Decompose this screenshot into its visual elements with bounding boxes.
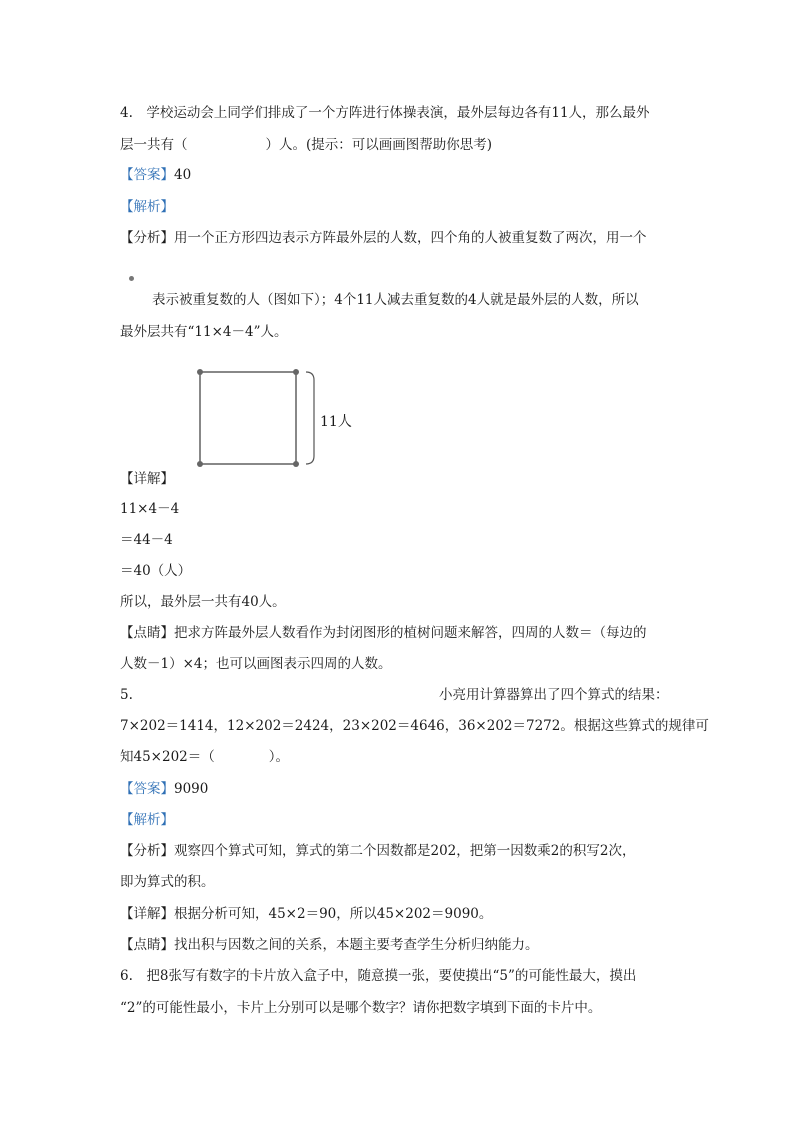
q4-question-line1: 4. 学校运动会上同学们排成了一个方阵进行体操表演，最外层每边各有11人，那么最外: [120, 105, 650, 121]
xiangjie-tag: 【详解】: [120, 906, 174, 922]
q4-answer: [120, 166, 191, 184]
q4-question-line2: [120, 136, 492, 154]
q4-fenxi-line1: [120, 229, 647, 247]
q5-dianjing: [120, 936, 539, 954]
q5-answer: [120, 780, 208, 798]
q4-dianjing-line1: [120, 624, 647, 642]
fenxi-tag: 【分析】: [120, 843, 174, 859]
dianjing-tag: 【点睛】: [120, 937, 174, 953]
answer-value: 40: [174, 167, 192, 183]
fenxi-text: 观察四个算式可知，算式的第二个因数都是202，把第一因数乘2的积写2次，: [174, 843, 636, 859]
q4-fenxi-line3: 最外层共有“11×4－4”人。: [120, 324, 288, 340]
q5-fenxi-line1: [120, 842, 635, 860]
q4-question-suffix: ）人。(提示：可以画画图帮助你思考): [265, 137, 493, 153]
dot-symbol-icon: [129, 276, 134, 281]
corner-dot: [293, 461, 299, 467]
corner-dot: [293, 369, 299, 375]
dianjing-text: 找出积与因数之间的关系，本题主要考查学生分析归纳能力。: [174, 937, 539, 953]
q5-xiangjie: [120, 905, 492, 923]
q5-question-line2: 7×202＝1414，12×202＝2424，23×202＝4646，36×202＝7272。根据这些算式的规律可: [120, 718, 709, 734]
answer-value: 9090: [174, 781, 209, 797]
q5-number: 5.: [120, 687, 133, 703]
fenxi-text: 用一个正方形四边表示方阵最外层的人数，四个角的人被重复数了两次，用一个: [174, 230, 647, 246]
q5-jiexi-tag: 【解析】: [120, 812, 174, 828]
square-diagram: [190, 362, 370, 474]
q4-fenxi-line2: 表示被重复数的人（图如下）；4个11人减去重复数的4人就是最外层的人数，所以: [152, 292, 639, 308]
xiangjie-text: 根据分析可知，45×2＝90，所以45×202＝9090。: [174, 906, 493, 922]
q5-question-line1: 小亮用计算器算出了四个算式的结果：: [439, 687, 669, 703]
figure-label: 11人: [320, 414, 352, 430]
dianjing-text: 把求方阵最外层人数看作为封闭图形的植树问题来解答，四周的人数＝（每边的: [174, 625, 647, 641]
answer-tag: 【答案】: [120, 781, 174, 797]
q4-jiexi-tag: 【解析】: [120, 199, 174, 215]
square-outline: [200, 372, 296, 464]
corner-dot: [197, 369, 203, 375]
q4-calc-1: 11×4－4: [120, 501, 180, 517]
q5-question-prefix: 知45×202＝（: [120, 749, 215, 765]
q4-calc-3: ＝40（人）: [120, 563, 192, 579]
fenxi-tag: 【分析】: [120, 230, 174, 246]
side-brace: [306, 372, 314, 464]
q4-xiangjie-tag: 【详解】: [120, 471, 174, 487]
q4-dianjing-line2: 人数－1）×4；也可以画图表示四周的人数。: [120, 656, 392, 672]
q6-question-line2: “2”的可能性最小，卡片上分别可以是哪个数字？请你把数字填到下面的卡片中。: [120, 1000, 602, 1016]
q4-conclusion: 所以，最外层一共有40人。: [120, 594, 286, 610]
q5-fenxi-line2: 即为算式的积。: [120, 874, 215, 890]
q4-calc-2: ＝44－4: [120, 532, 173, 548]
q4-question-prefix: 层一共有（: [120, 137, 188, 153]
q5-question-line3: [120, 748, 289, 766]
q6-question-line1: 6. 把8张写有数字的卡片放入盒子中，随意摸一张，要使摸出“5”的可能性最大，摸出: [120, 968, 637, 984]
dianjing-tag: 【点睛】: [120, 625, 174, 641]
q5-question-suffix: ）。: [268, 749, 290, 765]
corner-dot: [197, 461, 203, 467]
answer-tag: 【答案】: [120, 167, 174, 183]
